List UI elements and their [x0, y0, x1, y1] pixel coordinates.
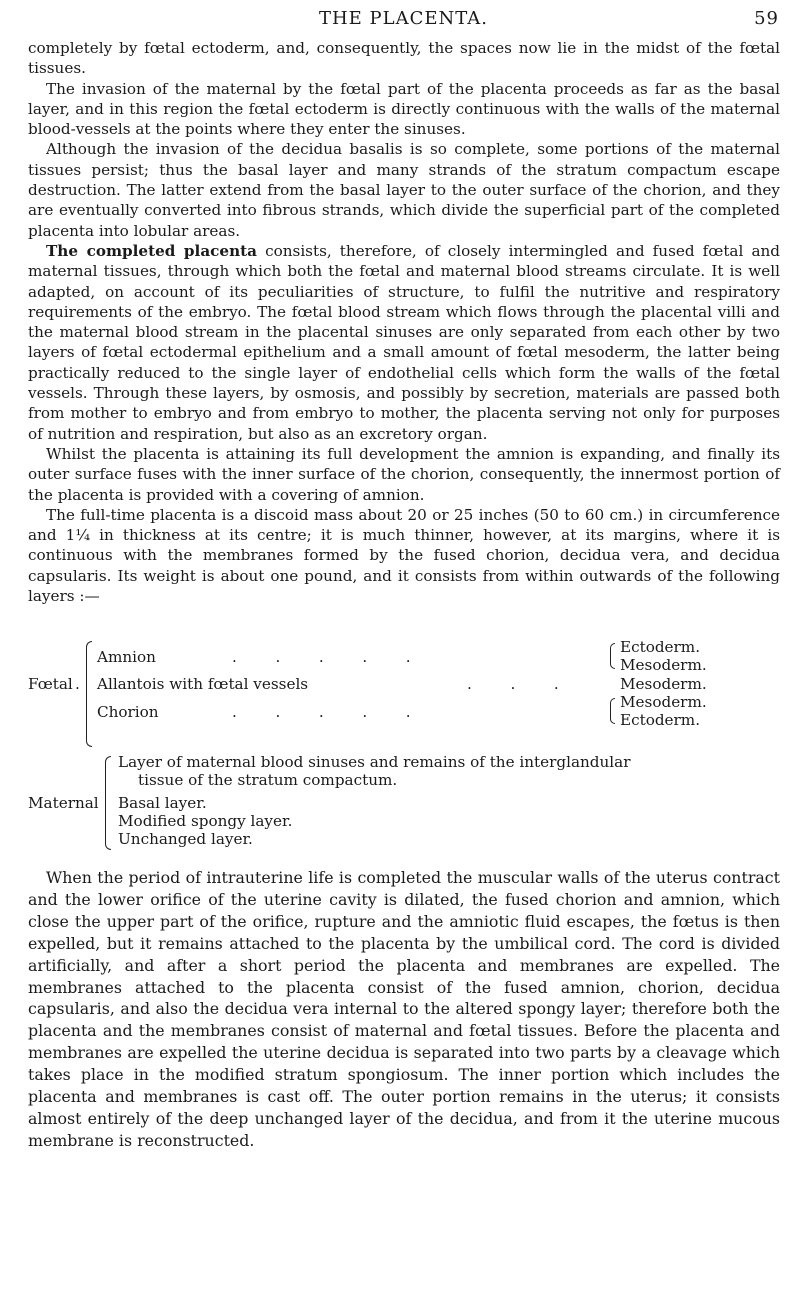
layer-modified-spongy: Modified spongy layer.	[118, 812, 293, 830]
paragraph-expulsion: When the period of intrauterine life is completed the muscular walls of the uterus contract and the lower orifice of the uterine cavity is dilated, the fused chorion and amnion, which close the upper part of the orifice, rupture and the amniotic fluid escapes, the fœtus is then expelled, but it remains attached to the placenta by the umbilical cord. The cord is divided artificially, and after a short period the placenta and membranes are expelled. The membranes attached to the placenta consist of the fused amnion, chorion, decidua capsularis, and also the decidua vera internal to the altered spongy layer; therefore both the placenta and the membranes consist of maternal and fœtal tissues. Before the placenta and membranes are expelled the uterine decidua is separated into two parts by a cleavage which takes place in the modified stratum spongiosum. The inner portion which includes the placenta and membranes is cast off. The outer portion remains in the uterus; it consists almost entirely of the deep unchanged layer of the decidua, and from it the uterine mucous membrane is reconstructed.	[28, 868, 780, 1150]
tissue-mesoderm: Mesoderm.	[620, 693, 707, 711]
paragraph-decidua-basalis: Although the invasion of the decidua basalis is so complete, some portions of the maternal tissues persist; thus the basal layer and many strands of the stratum compactum escape destruction. The latter extend from the basal layer to the outer surface of the chorion, and they are eventually converted into fibrous strands, which divide the superficial part of the completed placenta into lobular areas.	[28, 140, 780, 240]
leader-dots: . . . . .	[232, 648, 411, 666]
foetal-layers-table: Fœtal . Amnion . . . . . Ectoderm. Mesoderm. Allantois with fœtal vessels . . . Mesoderm. Chorion . . . . . Mesoderm. Ectoderm.	[28, 639, 780, 749]
maternal-brace	[105, 756, 111, 850]
tissue-ectoderm: Ectoderm.	[620, 638, 701, 656]
completed-placenta-text: consists, therefore, of closely intermingled and fused fœtal and maternal tissues, through which both the fœtal and maternal blood streams circulate. It is well adapted, on account of its peculiarities of structure, to fulfil the nutritive and respiratory requirements of the embryo. The fœtal blood stream which flows through the placental villi and the maternal blood stream in the placental sinuses are only separated from each other by two layers of fœtal ectodermal epithelium and a small amount of fœtal mesoderm, the latter being practically reduced to the single layer of endothelial cells which form the walls of the fœtal vessels. Through these layers, by osmosis, and possibly by secretion, materials are passed both from mother to embryo and from embryo to mother, the placenta serving not only for purposes of nutrition and respiration, but also as an excretory organ.	[28, 241, 781, 443]
leader-dots: . . . . .	[232, 703, 411, 721]
tissue-ectoderm: Ectoderm.	[620, 711, 701, 729]
running-header	[28, 8, 779, 34]
tissue-mesoderm: Mesoderm.	[620, 675, 707, 693]
paragraph-continuation: completely by fœtal ectoderm, and, consequently, the spaces now lie in the midst of the fœtal tissues.	[28, 39, 780, 78]
maternal-layers-table	[28, 754, 780, 854]
body-text-upper	[28, 38, 780, 606]
page-number: 59	[754, 8, 779, 29]
layer-allantois: Allantois with fœtal vessels	[97, 675, 309, 693]
body-text-lower	[28, 867, 780, 1152]
foetal-brace	[86, 641, 92, 747]
running-title: THE PLACENTA.	[318, 8, 489, 29]
layer-chorion: Chorion	[97, 703, 159, 721]
tissue-mesoderm: Mesoderm.	[620, 656, 707, 674]
maternal-group-label: Maternal	[28, 794, 99, 812]
layer-amnion: Amnion	[97, 648, 156, 666]
paragraph-full-time-placenta: The full-time placenta is a discoid mass about 20 or 25 inches (50 to 60 cm.) in circumference and 1¼ in thickness at its centre; it is much thinner, however, at its margins, where it is continuous with the membranes formed by the fused chorion, decidua vera, and decidua capsularis. Its weight is about one pound, and it consists from within outwards of the following layers :—	[28, 505, 780, 606]
paragraph-amnion: Whilst the placenta is attaining its full development the amnion is expanding, and finally its outer surface fuses with the inner surface of the chorion, consequently, the innermost portion of the placenta is provided with a covering of amnion.	[28, 444, 780, 504]
layer-maternal-sinuses-cont: tissue of the stratum compactum.	[138, 771, 398, 789]
amnion-tissue-brace	[610, 643, 615, 669]
paragraph-invasion: The invasion of the maternal by the fœtal part of the placenta proceeds as far as the basal layer, and in this region the fœtal ectoderm is directly continuous with the walls of the maternal blood-vessels at the points where they enter the sinuses.	[28, 79, 780, 139]
completed-placenta-term: The completed placenta	[46, 241, 257, 260]
layer-maternal-sinuses: Layer of maternal blood sinuses and remains of the interglandular	[118, 753, 631, 771]
layer-basal: Basal layer.	[118, 794, 207, 812]
layer-unchanged: Unchanged layer.	[118, 830, 253, 848]
foetal-group-label: Fœtal	[28, 675, 73, 693]
chorion-tissue-brace	[610, 698, 615, 724]
leader-dots: . . .	[467, 675, 559, 693]
paragraph-completed-placenta	[28, 241, 780, 444]
